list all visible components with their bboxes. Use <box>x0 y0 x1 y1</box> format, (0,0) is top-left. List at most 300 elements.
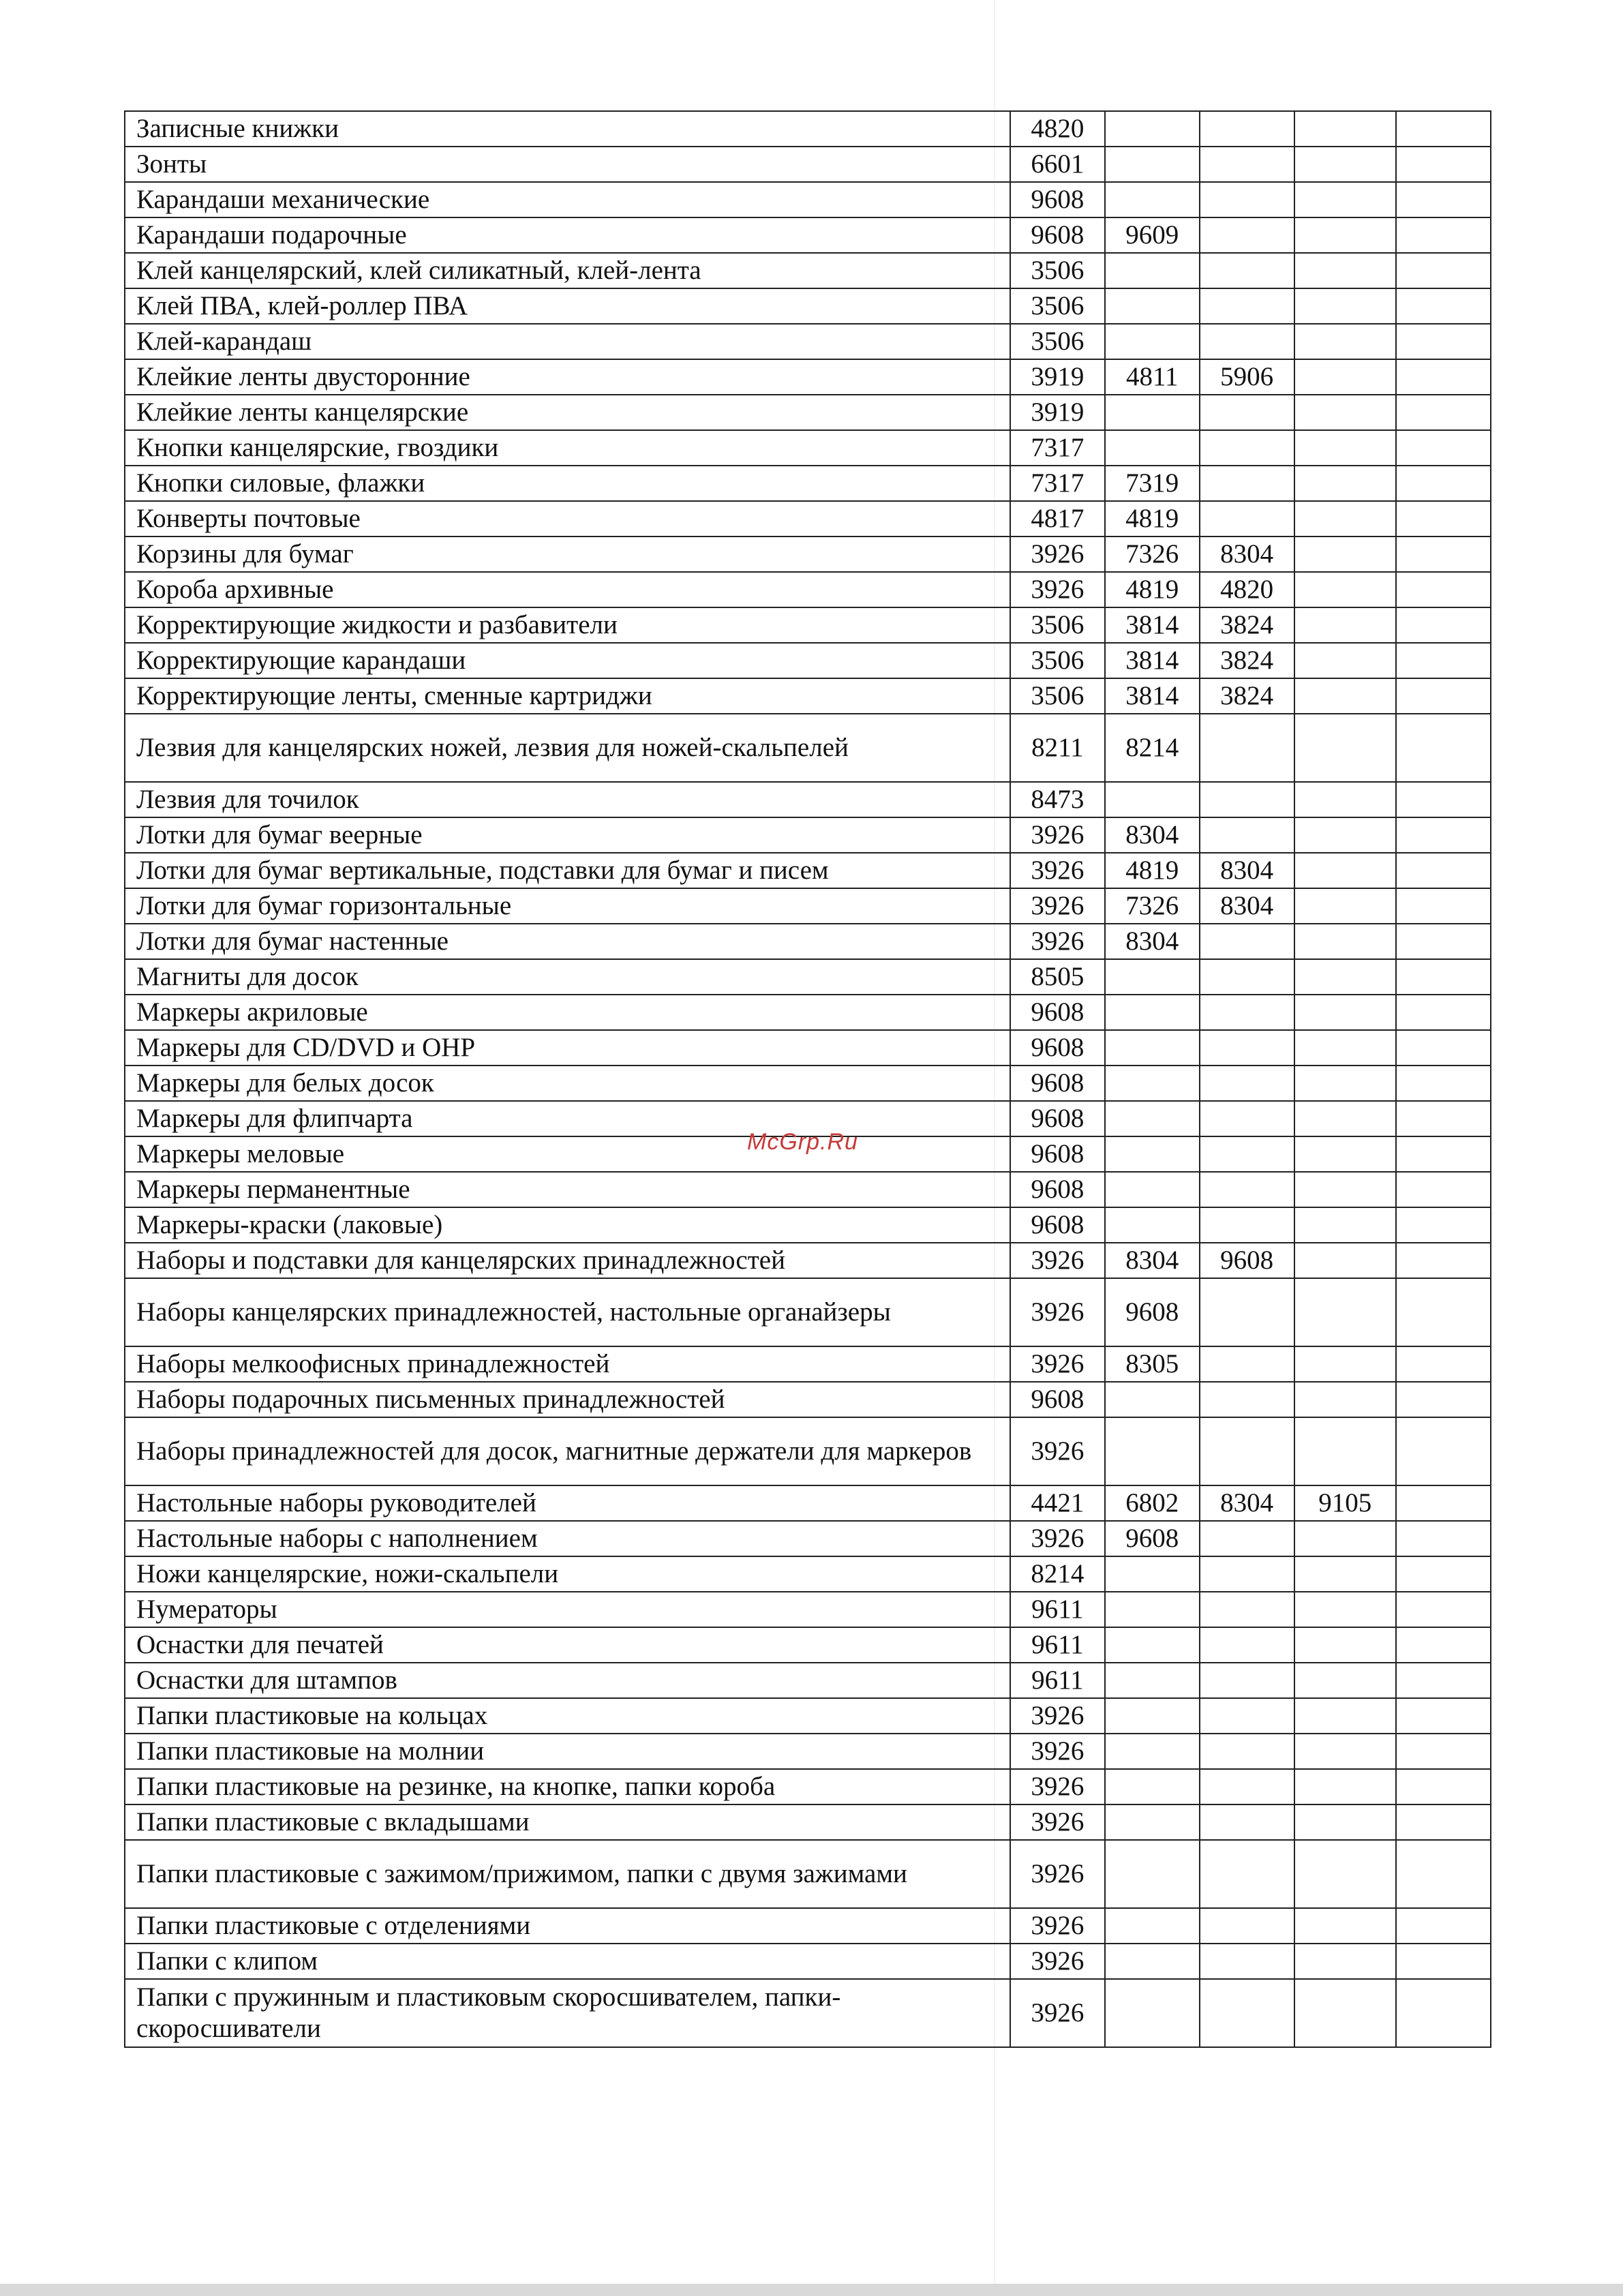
table-row <box>125 147 1491 182</box>
code-cell <box>1396 1101 1491 1136</box>
product-name-cell: Папки пластиковые на молнии <box>125 1734 1010 1769</box>
code-cell: 3926 <box>1010 1734 1105 1769</box>
table-row <box>125 501 1491 537</box>
code-cell <box>1200 714 1294 782</box>
table-row <box>125 572 1491 607</box>
table-row <box>125 1066 1491 1101</box>
code-cell <box>1396 1066 1491 1101</box>
code-cell: 3506 <box>1010 678 1105 714</box>
code-cell: 7317 <box>1010 430 1105 466</box>
product-name-cell: Лотки для бумаг веерные <box>125 817 1010 853</box>
product-name-cell: Корректирующие жидкости и разбавители <box>125 607 1010 643</box>
code-cell <box>1294 111 1397 147</box>
code-cell <box>1200 1840 1294 1908</box>
code-cell: 4811 <box>1105 359 1200 395</box>
code-cell <box>1105 1663 1200 1698</box>
code-cell: 7326 <box>1105 888 1200 924</box>
code-cell <box>1396 288 1491 324</box>
product-name-cell: Лотки для бумаг горизонтальные <box>125 888 1010 924</box>
product-name-cell: Кнопки силовые, флажки <box>125 466 1010 501</box>
code-cell <box>1294 643 1397 678</box>
code-cell <box>1396 1908 1491 1944</box>
code-cell <box>1200 1521 1294 1556</box>
code-cell <box>1200 111 1294 147</box>
code-cell: 7326 <box>1105 537 1200 572</box>
code-cell <box>1200 1698 1294 1734</box>
product-name-cell: Наборы канцелярских принадлежностей, настольные органайзеры <box>125 1278 1010 1346</box>
product-name-cell: Корректирующие карандаши <box>125 643 1010 678</box>
code-cell <box>1105 288 1200 324</box>
code-cell <box>1396 1417 1491 1485</box>
table-row <box>125 1944 1491 1979</box>
product-name-cell: Ножи канцелярские, ножи-скальпели <box>125 1556 1010 1592</box>
code-cell <box>1396 1521 1491 1556</box>
code-cell <box>1396 1382 1491 1417</box>
code-cell <box>1294 959 1397 995</box>
table-row <box>125 288 1491 324</box>
code-cell <box>1105 1944 1200 1979</box>
product-name-cell: Корректирующие ленты, сменные картриджи <box>125 678 1010 714</box>
code-cell <box>1200 782 1294 817</box>
table-row <box>125 1627 1491 1663</box>
product-name-cell: Карандаши подарочные <box>125 217 1010 253</box>
product-name-cell: Магниты для досок <box>125 959 1010 995</box>
product-name-cell: Настольные наборы руководителей <box>125 1485 1010 1521</box>
product-name-cell: Лотки для бумаг настенные <box>125 924 1010 959</box>
code-cell <box>1294 607 1397 643</box>
code-cell: 8305 <box>1105 1346 1200 1382</box>
code-cell <box>1294 359 1397 395</box>
code-cell: 9611 <box>1010 1592 1105 1627</box>
code-cell <box>1105 1698 1200 1734</box>
code-cell <box>1396 782 1491 817</box>
code-cell <box>1200 1382 1294 1417</box>
code-cell <box>1294 1207 1397 1243</box>
code-cell <box>1105 1136 1200 1172</box>
code-cell <box>1294 1698 1397 1734</box>
code-cell <box>1105 111 1200 147</box>
code-cell: 8304 <box>1105 924 1200 959</box>
table-row <box>125 395 1491 430</box>
code-cell <box>1200 1136 1294 1172</box>
code-cell <box>1200 430 1294 466</box>
code-cell <box>1294 817 1397 853</box>
code-cell: 9609 <box>1105 217 1200 253</box>
code-cell <box>1105 1804 1200 1840</box>
product-name-cell: Настольные наборы с наполнением <box>125 1521 1010 1556</box>
code-cell <box>1294 1101 1397 1136</box>
code-cell <box>1105 959 1200 995</box>
code-cell: 5906 <box>1200 359 1294 395</box>
code-cell <box>1200 1556 1294 1592</box>
table-row <box>125 1243 1491 1278</box>
product-name-cell: Клей ПВА, клей-роллер ПВА <box>125 288 1010 324</box>
product-name-cell: Маркеры для CD/DVD и OHP <box>125 1030 1010 1066</box>
code-cell: 9608 <box>1010 1207 1105 1243</box>
code-cell <box>1200 1908 1294 1944</box>
product-name-cell: Папки пластиковые на резинке, на кнопке, папки короба <box>125 1769 1010 1804</box>
code-cell <box>1294 853 1397 888</box>
product-name-cell: Папки пластиковые с отделениями <box>125 1908 1010 1944</box>
code-cell: 3926 <box>1010 572 1105 607</box>
code-cell <box>1396 466 1491 501</box>
code-cell <box>1396 888 1491 924</box>
code-cell: 8211 <box>1010 714 1105 782</box>
table-row <box>125 537 1491 572</box>
table-row <box>125 782 1491 817</box>
code-cell <box>1396 1769 1491 1804</box>
code-cell <box>1396 924 1491 959</box>
code-cell: 3814 <box>1105 607 1200 643</box>
table-row <box>125 430 1491 466</box>
code-cell <box>1396 217 1491 253</box>
table-row <box>125 1278 1491 1346</box>
code-cell <box>1105 1769 1200 1804</box>
table-row <box>125 995 1491 1030</box>
table-row <box>125 466 1491 501</box>
code-cell <box>1200 324 1294 359</box>
scan-bottom-edge <box>0 2284 1623 2296</box>
table-row <box>125 1346 1491 1382</box>
code-cell <box>1396 359 1491 395</box>
table-row <box>125 1804 1491 1840</box>
product-name-cell: Лотки для бумаг вертикальные, подставки для бумаг и писем <box>125 853 1010 888</box>
code-cell: 3919 <box>1010 395 1105 430</box>
table-row <box>125 111 1491 147</box>
code-cell <box>1200 959 1294 995</box>
product-name-cell: Наборы и подставки для канцелярских принадлежностей <box>125 1243 1010 1278</box>
code-cell <box>1396 1030 1491 1066</box>
code-cell <box>1105 430 1200 466</box>
code-cell <box>1294 1592 1397 1627</box>
code-cell: 3926 <box>1010 1698 1105 1734</box>
code-cell <box>1396 430 1491 466</box>
code-cell: 3926 <box>1010 1944 1105 1979</box>
code-cell <box>1294 1346 1397 1382</box>
code-cell <box>1396 959 1491 995</box>
code-cell <box>1294 288 1397 324</box>
code-cell: 8304 <box>1105 1243 1200 1278</box>
code-cell: 9608 <box>1010 995 1105 1030</box>
product-codes-table <box>124 110 1491 2048</box>
code-cell <box>1105 395 1200 430</box>
code-cell <box>1105 1207 1200 1243</box>
table-row <box>125 924 1491 959</box>
product-name-cell: Карандаши механические <box>125 182 1010 217</box>
code-cell <box>1396 817 1491 853</box>
code-cell: 8214 <box>1010 1556 1105 1592</box>
product-name-cell: Маркеры акриловые <box>125 995 1010 1030</box>
product-name-cell: Лезвия для точилок <box>125 782 1010 817</box>
code-cell <box>1105 1979 1200 2047</box>
code-cell <box>1294 1840 1397 1908</box>
table-row <box>125 643 1491 678</box>
table-row <box>125 1030 1491 1066</box>
table-row <box>125 1417 1491 1485</box>
code-cell: 3824 <box>1200 678 1294 714</box>
code-cell <box>1200 147 1294 182</box>
code-cell: 8473 <box>1010 782 1105 817</box>
code-cell <box>1396 395 1491 430</box>
table-row <box>125 714 1491 782</box>
table-row <box>125 1840 1491 1908</box>
code-cell: 3814 <box>1105 678 1200 714</box>
code-cell <box>1200 288 1294 324</box>
code-cell <box>1396 324 1491 359</box>
code-cell <box>1294 1944 1397 1979</box>
code-cell <box>1396 537 1491 572</box>
code-cell <box>1105 1592 1200 1627</box>
code-cell <box>1105 1556 1200 1592</box>
code-cell <box>1200 501 1294 537</box>
product-name-cell: Наборы мелкоофисных принадлежностей <box>125 1346 1010 1382</box>
code-cell <box>1294 714 1397 782</box>
table-body <box>125 111 1491 2047</box>
code-cell <box>1396 1734 1491 1769</box>
table-row <box>125 1485 1491 1521</box>
table-row <box>125 217 1491 253</box>
code-cell <box>1105 1101 1200 1136</box>
code-cell <box>1294 1627 1397 1663</box>
code-cell <box>1396 1979 1491 2047</box>
table-row <box>125 678 1491 714</box>
product-name-cell: Маркеры меловые <box>125 1136 1010 1172</box>
table-row <box>125 1172 1491 1207</box>
code-cell <box>1396 1172 1491 1207</box>
code-cell <box>1200 1944 1294 1979</box>
code-cell <box>1200 1979 1294 2047</box>
code-cell <box>1396 995 1491 1030</box>
code-cell: 8214 <box>1105 714 1200 782</box>
code-cell <box>1200 1278 1294 1346</box>
code-cell: 4820 <box>1200 572 1294 607</box>
table-row <box>125 1979 1491 2047</box>
code-cell <box>1200 217 1294 253</box>
code-cell <box>1396 1840 1491 1908</box>
code-cell <box>1294 395 1397 430</box>
table-row <box>125 853 1491 888</box>
code-cell: 9608 <box>1010 182 1105 217</box>
product-name-cell: Нумераторы <box>125 1592 1010 1627</box>
code-cell <box>1105 1417 1200 1485</box>
code-cell <box>1396 1278 1491 1346</box>
code-cell <box>1105 182 1200 217</box>
product-name-cell: Оснастки для штампов <box>125 1663 1010 1698</box>
code-cell <box>1294 147 1397 182</box>
code-cell: 3926 <box>1010 1417 1105 1485</box>
code-cell <box>1396 1556 1491 1592</box>
product-name-cell: Клей-карандаш <box>125 324 1010 359</box>
code-cell: 9608 <box>1010 1066 1105 1101</box>
code-cell: 9611 <box>1010 1627 1105 1663</box>
code-cell: 3926 <box>1010 1840 1105 1908</box>
code-cell <box>1396 607 1491 643</box>
code-cell <box>1200 924 1294 959</box>
table-row <box>125 1382 1491 1417</box>
code-cell <box>1200 817 1294 853</box>
code-cell <box>1200 1346 1294 1382</box>
code-cell <box>1200 182 1294 217</box>
table-row <box>125 253 1491 288</box>
code-cell <box>1294 572 1397 607</box>
code-cell: 6802 <box>1105 1485 1200 1521</box>
code-cell: 7319 <box>1105 466 1200 501</box>
code-cell: 9608 <box>1010 1136 1105 1172</box>
code-cell <box>1396 678 1491 714</box>
code-cell: 4421 <box>1010 1485 1105 1521</box>
code-cell <box>1200 1592 1294 1627</box>
product-name-cell: Маркеры перманентные <box>125 1172 1010 1207</box>
code-cell: 9105 <box>1294 1485 1397 1521</box>
code-cell <box>1294 1278 1397 1346</box>
code-cell: 9608 <box>1105 1521 1200 1556</box>
code-cell: 8304 <box>1200 888 1294 924</box>
code-cell: 4819 <box>1105 572 1200 607</box>
code-cell <box>1200 466 1294 501</box>
code-cell: 9608 <box>1010 1101 1105 1136</box>
product-name-cell: Записные книжки <box>125 111 1010 147</box>
code-cell <box>1294 1908 1397 1944</box>
product-name-cell: Конверты почтовые <box>125 501 1010 537</box>
table-row <box>125 1556 1491 1592</box>
code-cell: 3926 <box>1010 1278 1105 1346</box>
table-row <box>125 1908 1491 1944</box>
code-cell <box>1105 782 1200 817</box>
product-name-cell: Папки с клипом <box>125 1944 1010 1979</box>
code-cell <box>1294 182 1397 217</box>
code-cell <box>1200 1417 1294 1485</box>
code-cell <box>1105 1908 1200 1944</box>
code-cell: 3506 <box>1010 607 1105 643</box>
table-row <box>125 324 1491 359</box>
code-cell: 4817 <box>1010 501 1105 537</box>
product-name-cell: Короба архивные <box>125 572 1010 607</box>
code-cell: 4819 <box>1105 501 1200 537</box>
code-cell <box>1396 1663 1491 1698</box>
product-name-cell: Маркеры-краски (лаковые) <box>125 1207 1010 1243</box>
code-cell: 3506 <box>1010 324 1105 359</box>
code-cell: 3919 <box>1010 359 1105 395</box>
code-cell: 8304 <box>1105 817 1200 853</box>
code-cell <box>1294 1769 1397 1804</box>
code-cell <box>1294 501 1397 537</box>
code-cell: 4819 <box>1105 853 1200 888</box>
table-row <box>125 1663 1491 1698</box>
watermark: McGrp.Ru <box>747 1129 858 1155</box>
product-name-cell: Зонты <box>125 147 1010 182</box>
code-cell <box>1200 1030 1294 1066</box>
code-cell <box>1396 1243 1491 1278</box>
code-cell: 3506 <box>1010 643 1105 678</box>
code-cell: 3926 <box>1010 1769 1105 1804</box>
code-cell <box>1200 1734 1294 1769</box>
code-cell <box>1105 1734 1200 1769</box>
code-cell: 8304 <box>1200 1485 1294 1521</box>
code-cell <box>1200 253 1294 288</box>
product-name-cell: Папки пластиковые на кольцах <box>125 1698 1010 1734</box>
code-cell <box>1396 1698 1491 1734</box>
table-row <box>125 1734 1491 1769</box>
code-cell <box>1294 466 1397 501</box>
code-cell: 3926 <box>1010 924 1105 959</box>
table-row <box>125 359 1491 395</box>
product-name-cell: Наборы принадлежностей для досок, магнитные держатели для маркеров <box>125 1417 1010 1485</box>
code-cell <box>1105 324 1200 359</box>
code-cell <box>1294 1382 1397 1417</box>
code-cell <box>1105 1627 1200 1663</box>
code-cell <box>1200 395 1294 430</box>
code-cell <box>1396 501 1491 537</box>
code-cell <box>1396 111 1491 147</box>
table-row <box>125 1698 1491 1734</box>
code-cell <box>1396 643 1491 678</box>
code-cell <box>1396 1804 1491 1840</box>
code-cell <box>1105 995 1200 1030</box>
code-cell <box>1396 253 1491 288</box>
code-cell <box>1396 572 1491 607</box>
product-name-cell: Оснастки для печатей <box>125 1627 1010 1663</box>
code-cell <box>1105 147 1200 182</box>
product-name-cell: Папки с пружинным и пластиковым скоросшивателем, папки-скоросшиватели <box>125 1979 1010 2047</box>
code-cell <box>1200 1663 1294 1698</box>
code-cell <box>1294 324 1397 359</box>
code-cell: 9608 <box>1010 1172 1105 1207</box>
code-cell <box>1396 1592 1491 1627</box>
code-cell <box>1200 1101 1294 1136</box>
code-cell: 9608 <box>1010 1030 1105 1066</box>
code-cell: 8304 <box>1200 537 1294 572</box>
code-cell <box>1200 1207 1294 1243</box>
code-cell <box>1105 1172 1200 1207</box>
code-cell <box>1396 1207 1491 1243</box>
code-cell: 3814 <box>1105 643 1200 678</box>
code-cell: 3926 <box>1010 1521 1105 1556</box>
code-cell: 9611 <box>1010 1663 1105 1698</box>
table-row <box>125 888 1491 924</box>
code-cell <box>1396 1944 1491 1979</box>
code-cell <box>1105 1840 1200 1908</box>
code-cell: 9608 <box>1010 1382 1105 1417</box>
code-cell <box>1200 1172 1294 1207</box>
code-cell: 9608 <box>1105 1278 1200 1346</box>
code-cell: 8505 <box>1010 959 1105 995</box>
code-cell <box>1294 1030 1397 1066</box>
code-cell: 3926 <box>1010 1346 1105 1382</box>
product-name-cell: Маркеры для белых досок <box>125 1066 1010 1101</box>
table-row <box>125 959 1491 995</box>
code-cell <box>1294 537 1397 572</box>
code-cell: 3926 <box>1010 817 1105 853</box>
code-cell <box>1294 1521 1397 1556</box>
code-cell <box>1200 1627 1294 1663</box>
code-cell <box>1105 1066 1200 1101</box>
code-cell <box>1294 217 1397 253</box>
code-cell: 7317 <box>1010 466 1105 501</box>
code-cell: 3926 <box>1010 853 1105 888</box>
code-cell <box>1396 147 1491 182</box>
code-cell: 3506 <box>1010 288 1105 324</box>
table-row <box>125 817 1491 853</box>
table-row <box>125 182 1491 217</box>
code-cell <box>1294 995 1397 1030</box>
code-cell <box>1396 1627 1491 1663</box>
product-name-cell: Корзины для бумаг <box>125 537 1010 572</box>
code-cell: 3824 <box>1200 643 1294 678</box>
code-cell: 3926 <box>1010 1243 1105 1278</box>
product-name-cell: Клей канцелярский, клей силикатный, клей-лента <box>125 253 1010 288</box>
product-name-cell: Клейкие ленты двусторонние <box>125 359 1010 395</box>
code-cell <box>1105 1030 1200 1066</box>
